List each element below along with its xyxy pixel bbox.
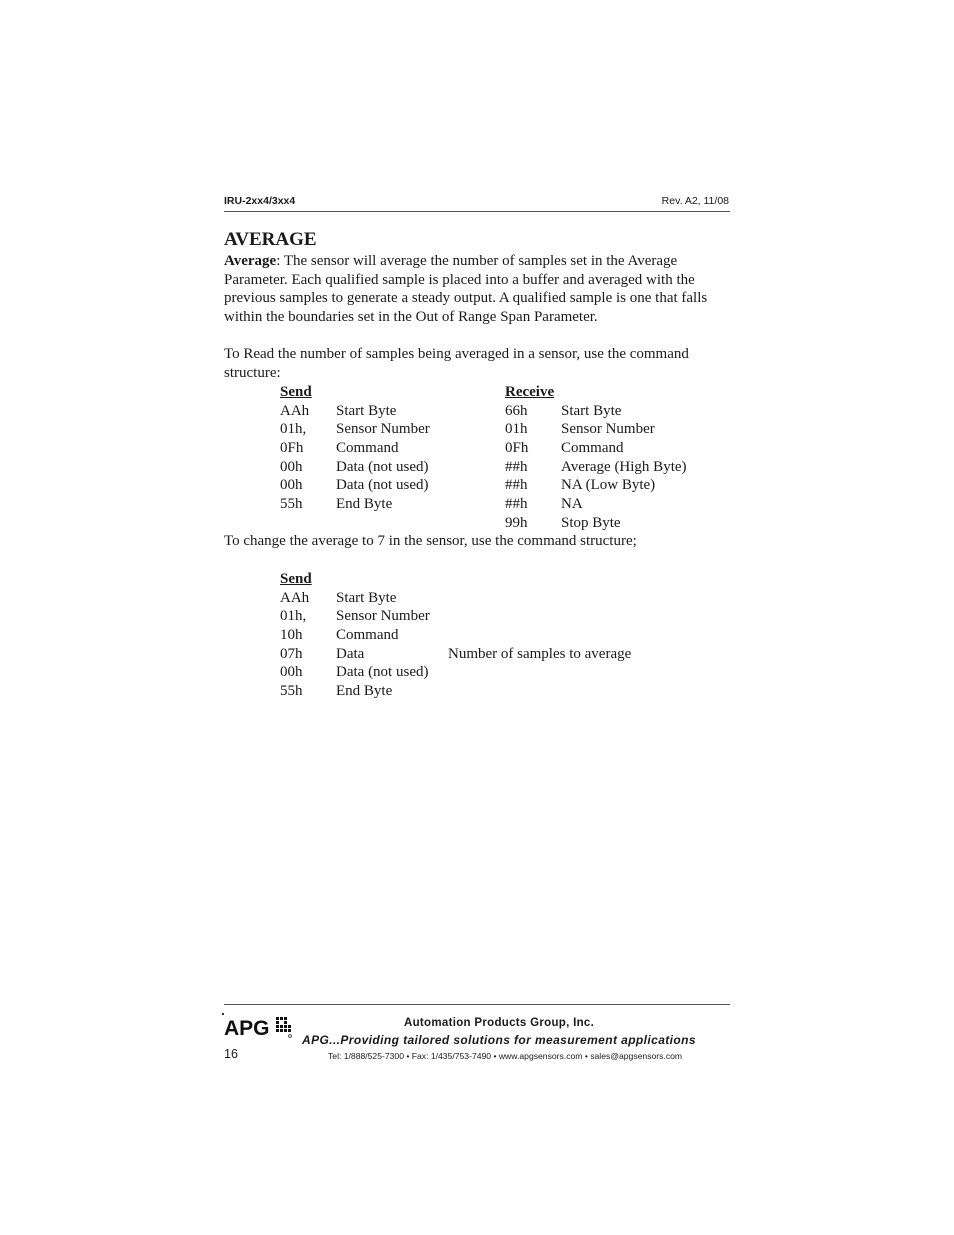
- byte-description: End Byte: [336, 683, 393, 700]
- read-send-heading: Send: [280, 384, 312, 400]
- byte-description: Start Byte: [561, 402, 622, 419]
- read-receive-heading: Receive: [505, 384, 555, 400]
- byte-code: 01h,: [280, 421, 307, 438]
- section-title: AVERAGE: [224, 229, 317, 250]
- company-name: Automation Products Group, Inc.: [404, 1017, 595, 1029]
- byte-code: 01h: [505, 421, 528, 438]
- byte-description: NA: [561, 496, 583, 513]
- apg-logo: [224, 1014, 294, 1040]
- revision-label: Rev. A2, 11/08: [661, 195, 729, 207]
- header-divider: [224, 211, 730, 212]
- logo-text: APG: [224, 1017, 270, 1040]
- byte-description: Start Byte: [336, 589, 397, 606]
- logo-dot-grid-icon: [276, 1017, 291, 1032]
- byte-code: ##h: [505, 477, 528, 494]
- byte-code: AAh: [280, 402, 310, 419]
- byte-code: 55h: [280, 683, 303, 700]
- byte-description: Data (not used): [336, 458, 429, 475]
- byte-description: Average (High Byte): [561, 458, 687, 475]
- byte-code: 0Fh: [280, 440, 304, 457]
- byte-code: 99h: [505, 514, 528, 531]
- byte-description: Sensor Number: [336, 421, 430, 438]
- intro-text: : The sensor will average the number of samples set in the Average Parameter. Each qualified sample is placed into a buffer and averaged with the previous samples to generate a steady output. A qualified sample is one that falls within the boundaries set in the Out of Range Span Parameter.: [224, 253, 708, 326]
- byte-code: 0Fh: [505, 440, 529, 457]
- byte-description: Start Byte: [336, 402, 397, 419]
- change-send-heading: Send: [280, 571, 312, 587]
- company-tagline: APG...Providing tailored solutions for measurement applications: [302, 1033, 696, 1047]
- byte-code: AAh: [280, 589, 310, 606]
- byte-description: Data (not used): [336, 477, 429, 494]
- byte-code: 01h,: [280, 608, 307, 625]
- byte-description: Sensor Number: [336, 608, 430, 625]
- byte-description: NA (Low Byte): [561, 477, 656, 494]
- byte-description: Sensor Number: [561, 421, 655, 438]
- byte-code: 00h: [280, 477, 303, 494]
- byte-description: Stop Byte: [561, 514, 621, 531]
- byte-code: 00h: [280, 664, 303, 681]
- byte-description: Command: [336, 440, 399, 457]
- page-number: 16: [224, 1047, 238, 1061]
- byte-code: 07h: [280, 645, 303, 662]
- byte-code: 00h: [280, 458, 303, 475]
- byte-code: 55h: [280, 496, 303, 513]
- document-id: IRU-2xx4/3xx4: [224, 195, 296, 207]
- contact-info: Tel: 1/888/525-7300 • Fax: 1/435/753-7490 • www.apgsensors.com • sales@apgsensors.com: [328, 1051, 683, 1061]
- intro-paragraph: [224, 252, 734, 327]
- footer-divider: [224, 1004, 730, 1005]
- byte-description: Data: [336, 645, 365, 662]
- byte-code: 66h: [505, 402, 528, 419]
- byte-description: Command: [336, 627, 399, 644]
- byte-description: Data (not used): [336, 664, 429, 681]
- byte-description: Command: [561, 440, 624, 457]
- byte-code: ##h: [505, 496, 528, 513]
- byte-code: 10h: [280, 627, 303, 644]
- change-instruction: To change the average to 7 in the sensor, use the command structure;: [224, 533, 637, 549]
- byte-code: ##h: [505, 458, 528, 475]
- intro-label: Average: [224, 253, 277, 269]
- read-instruction: To Read the number of samples being averaged in a sensor, use the command structure:: [224, 346, 689, 381]
- byte-description: End Byte: [336, 496, 393, 513]
- byte-note: Number of samples to average: [448, 645, 632, 662]
